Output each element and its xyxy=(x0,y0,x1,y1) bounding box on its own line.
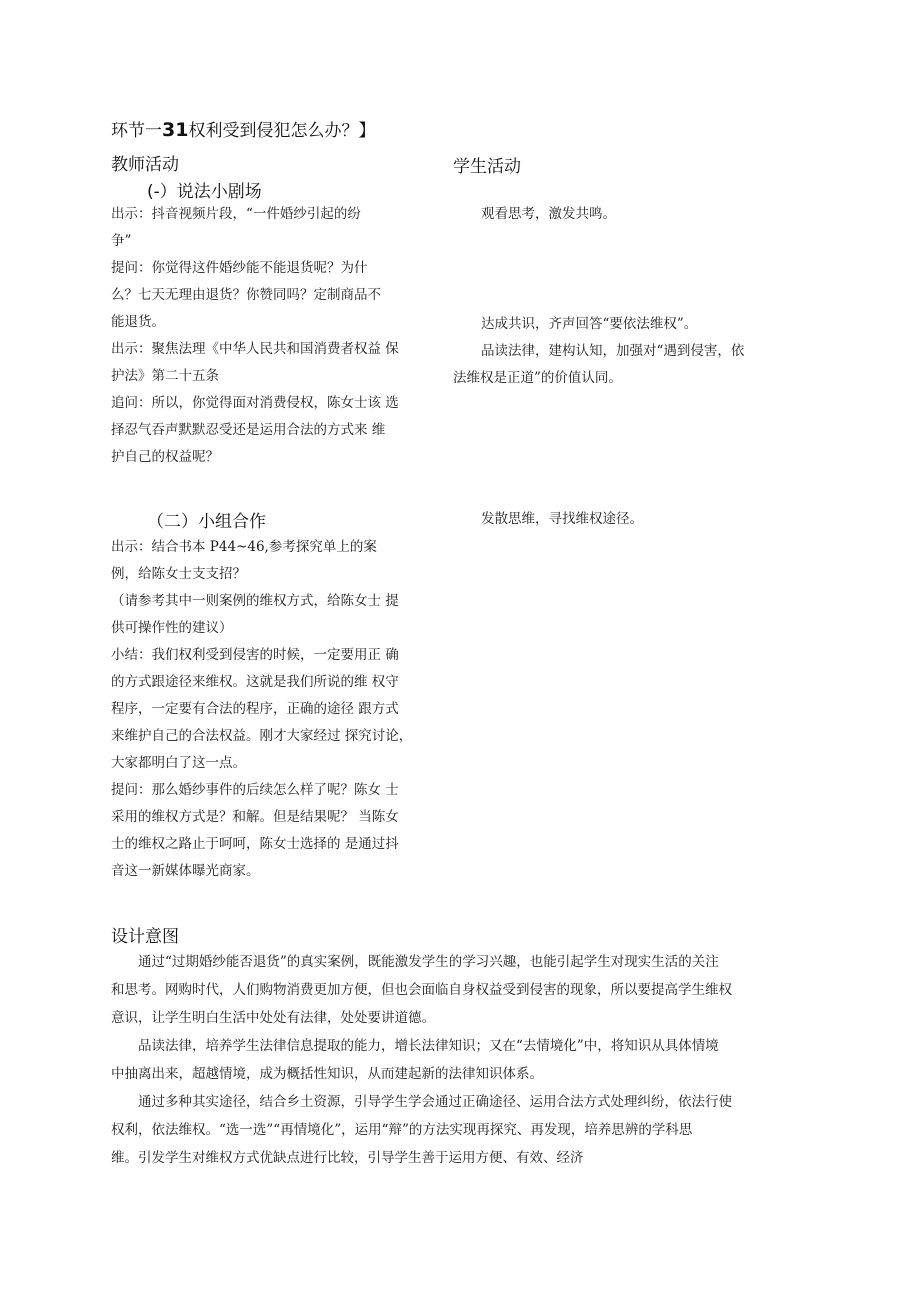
paragraph-line: 和思考。网购时代，人们购物消费更加方便，但也会面临自身权益受到侵害的现象，所以要提高学生维权 xyxy=(111,982,732,998)
paragraph-line: 品读法律，培养学生法律信息提取的能力，增长法律知识；又在“去情境化”中，将知识从具体情境 xyxy=(138,1038,719,1054)
part1-title: (-）说法小剧场 xyxy=(147,182,262,202)
text-line: 出示：抖音视频片段，“一件婚纱引起的纷 xyxy=(111,206,361,222)
text-line: 士的维权之路止于呵呵，陈女士选择的 是通过抖 xyxy=(111,836,399,852)
text-line: 护法》第二十五条 xyxy=(111,368,219,384)
text-line: 出示：结合书本 P44~46,参考探究单上的案 xyxy=(111,539,377,555)
section-heading-title: 权利受到侵犯怎么办？】 xyxy=(188,121,376,141)
text-line: （请参考其中一则案例的维权方式，给陈女士 提 xyxy=(111,593,399,609)
part1-student-2: 达成共识，齐声回答“要依法维权”。 xyxy=(481,316,698,332)
part1-student-4: 法维权是正道”的价值认同。 xyxy=(453,370,622,386)
text-line: 提问：那么婚纱事件的后续怎么样了呢？陈女 士 xyxy=(111,782,399,798)
paragraph-line: 意识，让学生明白生活中处处有法律，处处要讲道德。 xyxy=(111,1010,435,1026)
paragraph-line: 通过“过期婚纱能否退货”的真实案例，既能激发学生的学习兴趣，也能引起学生对现实生活的关注 xyxy=(138,954,719,970)
paragraph-line: 中抽离出来，超越情境，成为概括性知识，从而建起新的法律知识体系。 xyxy=(111,1066,543,1082)
teacher-column-header: 教师活动 xyxy=(111,155,179,175)
design-title: 设计意图 xyxy=(111,927,179,947)
text-line: 例，给陈女士支支招？ xyxy=(111,566,246,582)
part1-teacher-text xyxy=(111,201,441,471)
part2-teacher-text xyxy=(111,534,441,885)
text-line: 的方式跟途径来维权。这就是我们所说的维 权守 xyxy=(111,674,399,690)
part1-student-3: 品读法律，建构认知，加强对“遇到侵害，依 xyxy=(481,343,745,359)
text-line: 么？七天无理由退货？你赞同吗？定制商品不 xyxy=(111,287,381,303)
text-line: 音这一新媒体曝光商家。 xyxy=(111,863,260,879)
design-body xyxy=(111,948,821,1172)
text-line: 程序，一定要有合法的程序，正确的途径 跟方式 xyxy=(111,701,399,717)
part1-student-1: 观看思考，激发共鸣。 xyxy=(481,206,616,222)
text-line: 追问：所以，你觉得面对消费侵权，陈女士该 选 xyxy=(111,395,399,411)
text-line: 来维护自己的合法权益。刚才大家经过 探究讨论， xyxy=(111,728,413,744)
text-line: 择忍气吞声默默忍受还是运用合法的方式来 维 xyxy=(111,422,386,438)
text-line: 出示：聚焦法理《中华人民共和国消费者权益 保 xyxy=(111,341,399,357)
text-line: 能退货。 xyxy=(111,314,165,330)
student-column-header: 学生活动 xyxy=(453,157,521,177)
part2-title: （二）小组合作 xyxy=(147,512,266,532)
part2-student-1: 发散思维，寻找维权途径。 xyxy=(481,511,643,527)
paragraph-line: 权利，依法维权。“选一选”“再情境化”，运用“辩”的方法实现再探究、再发现，培养思辨的学科思 xyxy=(111,1122,693,1138)
text-line: 采用的维权方式是？和解。但是结果呢？ 当陈女 xyxy=(111,809,399,825)
paragraph-line: 通过多种其实途径，结合乡土资源，引导学生学会通过正确途径、运用合法方式处理纠纷，依法行使 xyxy=(138,1094,732,1110)
text-line: 供可操作性的建议） xyxy=(111,620,233,636)
text-line: 护自己的权益呢？ xyxy=(111,449,219,465)
text-line: 争” xyxy=(111,233,132,249)
section-heading xyxy=(111,116,375,141)
text-line: 小结：我们权利受到侵害的时候，一定要用正 确 xyxy=(111,647,399,663)
section-heading-number: 31 xyxy=(162,119,189,141)
text-line: 提问：你觉得这件婚纱能不能退货呢？为什 xyxy=(111,260,368,276)
paragraph-line: 维。引发学生对维权方式优缺点进行比较，引导学生善于运用方便、有效、经济 xyxy=(111,1150,584,1166)
text-line: 大家都明白了这一点。 xyxy=(111,755,246,771)
section-heading-prefix: 环节一 xyxy=(111,121,162,141)
